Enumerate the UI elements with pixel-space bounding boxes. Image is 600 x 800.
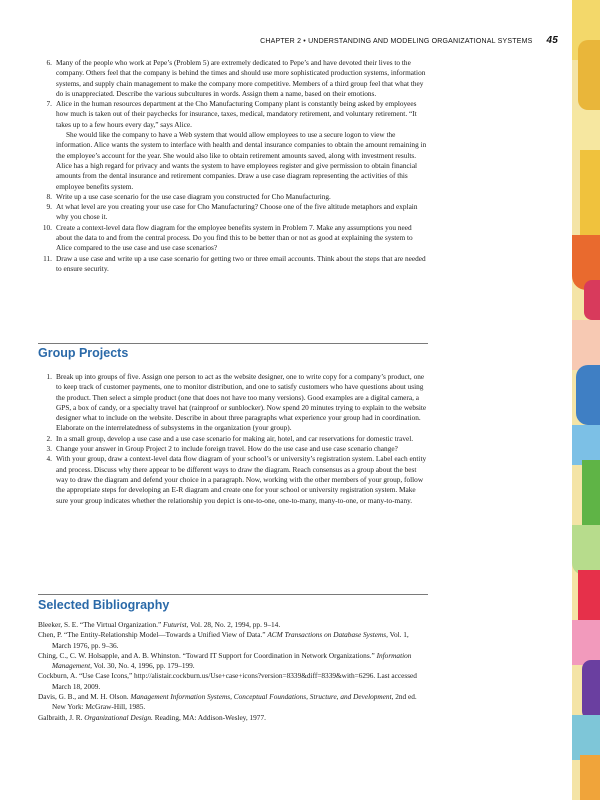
group-projects-list (38, 372, 428, 506)
section-divider (38, 343, 428, 344)
decorative-edge-strip (572, 0, 600, 800)
problem-item: 11. Draw a use case and write up a use case scenario for getting two or three email accounts. Think about the steps that are needed to ensure security. (43, 253, 426, 273)
bibliography-entry: Ching, C., C. W. Holsapple, and A. B. Whinston. “Toward IT Support for Coordination in Network Organizations.” Information Management, Vol. 30, No. 4, 1996, pp. 179–199. (38, 650, 412, 671)
bibliography-entry: Davis, G. B., and M. H. Olson. Management Information Systems, Conceptual Foundations, Structure, and Development, 2nd ed. New York: McGraw-Hill, 1985. (38, 692, 417, 712)
running-header (260, 35, 558, 46)
bibliography-list (38, 620, 428, 723)
problems-list (38, 58, 428, 274)
problem-paragraph: She would like the company to have a Web system that would allow employees to use a secure logon to view the information. Alice wants the system to interface with health and dental insurance companies to obtain the amount remaining in the employee’s account for the year. She would also like to obtain retirement amounts saved, along with investment results. Alice has a high regard for privacy and wants the system to have employees register and give permission to obtain financial amounts from the dental insurance and retirement companies. Draw a use case diagram representing the activities of this employee benefits system. (56, 130, 427, 191)
group-projects-heading: Group Projects (38, 346, 129, 360)
problem-item: 8. Write up a use case scenario for the use case diagram you constructed for Cho Manufacturing. (46, 191, 331, 201)
bibliography-entry: Cockburn, A. “Use Case Icons,” http://alistair.cockburn.us/Use+case+icons?version=8339&diff=8339&with=6296. Last accessed March 18, 2009. (38, 671, 417, 691)
project-item: 3. Change your answer in Group Project 2 to include foreign travel. How do the use case and use case scenario change? (46, 444, 398, 454)
chapter-title: CHAPTER 2 • UNDERSTANDING AND MODELING ORGANIZATIONAL SYSTEMS (260, 38, 533, 45)
project-item: 2. In a small group, develop a use case and a use case scenario for making air, hotel, and car reservations for domestic travel. (46, 433, 414, 443)
problem-item: 10. Create a context-level data flow diagram for the employee benefits system in Problem 7. Make any assumptions you need about the data to and from the central process. Do you find this to be better than or not as good at explaining the system to Alice compared to the use case and use case scenarios? (42, 222, 413, 253)
problem-item: 7. Alice in the human resources department at the Cho Manufacturing Company plant is constantly being asked by employees how much is taken out of their paychecks for insurance, taxes, medical, mandatory retirement, and voluntary retirement. “It takes up to a few hours every day,” says Alice. She would like the company to have a Web system that would allow employees to use a secure logon to view the information. Alice wants the system to interface with health and dental insurance companies to obtain the amount remaining in the employee’s account for the year. She would also like to obtain retirement amounts saved, along with investment results. Alice has a high regard for privacy and wants the system to have employees register and give permission to obtain financial amounts from the dental insurance and retirement companies. Draw a use case diagram representing the activities of this employee benefits system. (46, 99, 427, 191)
bibliography-entry: Bleeker, S. E. “The Virtual Organization.” Futurist, Vol. 28, No. 2, 1994, pp. 9–14. (38, 620, 281, 629)
problem-item: 9. At what level are you creating your use case for Cho Manufacturing? Choose one of the five altitude metaphors and explain why you chose it. (46, 202, 418, 222)
bibliography-heading: Selected Bibliography (38, 598, 170, 612)
bibliography-entry: Galbraith, J. R. Organizational Design. Reading, MA: Addison-Wesley, 1977. (38, 712, 266, 722)
section-divider (38, 594, 428, 595)
project-item: 1. Break up into groups of five. Assign one person to act as the website designer, one to write copy for a company’s product, one to keep track of customer payments, one to monitor distribution, and one to satisfy customers who have questions about using the product. Then select a simple product (one that does not have too many versions). Good examples are a digital camera, a GPS, a box of candy, or a specialty travel hat (rainproof or sunblocker). Now spend 20 minutes trying to explain to the website designer what to include on the website. Describe in about three paragraphs what experience your group had in coordination. Elaborate on the interrelatedness of subsystems in the organization (your group). (46, 372, 427, 433)
problem-item: 6. Many of the people who work at Pepe’s (Problem 5) are extremely dedicated to Pepe’s and have devoted their lives to the company. Others feel that the company is behind the times and should use more sophisticated production systems, information systems, and supply chain management to make the company more competitive. Members of a third group feel that what they do is unappreciated. Describe the various subcultures in words. Assign them a name, based on their emotions. (46, 58, 426, 98)
page-number: 45 (546, 35, 558, 46)
bibliography-entry: Chen, P. “The Entity-Relationship Model—Towards a Unified View of Data.” ACM Transactions on Database Systems, Vol. 1, March 1976, pp. 9–36. (38, 630, 409, 650)
project-item: 4. With your group, draw a context-level data flow diagram of your school’s or university’s registration system. Label each entity and process. Discuss why there appear to be different ways to draw the diagram. Reach consensus as a group about the best way to draw the diagram and defend your choice in a paragraph. Now, working with the other members of your group, follow the appropriate steps for developing an E-R diagram and create one for your school or university registration system. Make sure your group indicates whether the relationship you depict is one-to-one, one-to-many, many-to-one, or many-to-many. (46, 454, 427, 505)
